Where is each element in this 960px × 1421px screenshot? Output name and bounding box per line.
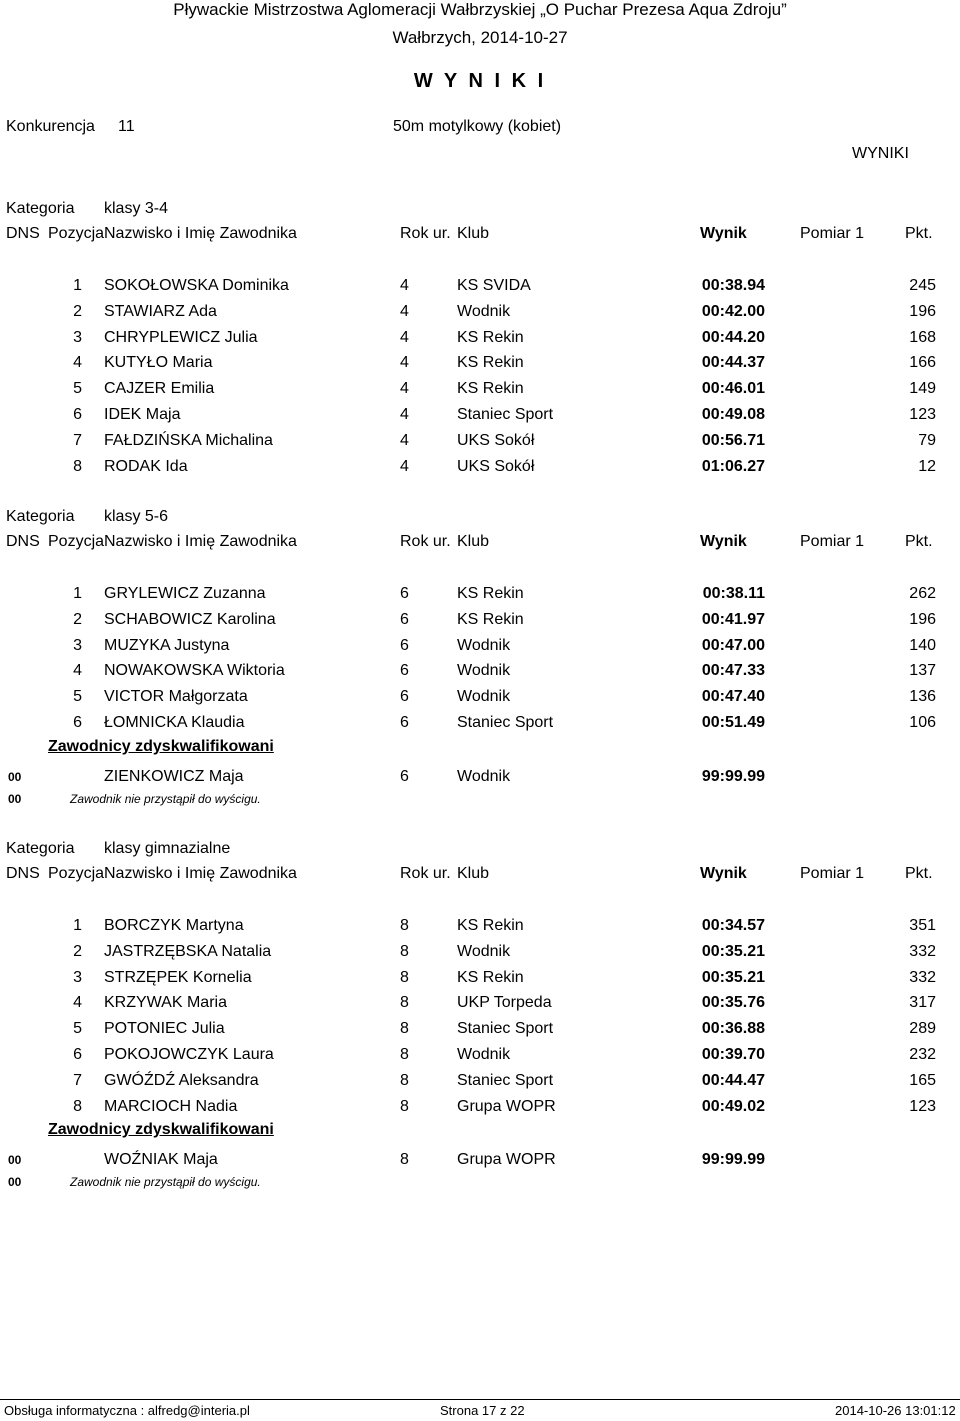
club: KS Rekin (457, 611, 524, 628)
column-header-row (0, 225, 960, 249)
points: 317 (909, 994, 936, 1011)
club: Wodnik (457, 303, 511, 320)
disqualified-heading: Zawodnicy zdyskwalifikowani (48, 1121, 274, 1138)
result-time: 00:49.02 (701, 1098, 765, 1115)
club: Staniec Sport (457, 714, 554, 731)
swimmer-name: WOŹNIAK Maja (104, 1151, 218, 1168)
swimmer-name: JASTRZĘBSKA Natalia (104, 943, 272, 960)
col-position: Pozycja (48, 225, 105, 242)
birth-year: 8 (400, 1072, 409, 1089)
col-dns: DNS (6, 225, 40, 242)
swimmer-name: ZIENKOWICZ Maja (104, 768, 244, 785)
position: 4 (73, 994, 82, 1011)
result-row (0, 354, 960, 378)
result-row (0, 688, 960, 712)
swimmer-name: VICTOR Małgorzata (104, 688, 248, 705)
swimmer-name: GWÓŹDŹ Aleksandra (104, 1072, 259, 1089)
swimmer-name: BORCZYK Martyna (104, 917, 244, 934)
club: KS Rekin (457, 380, 524, 397)
results-title: W Y N I K I (413, 70, 547, 92)
points: 196 (909, 303, 936, 320)
category-name: klasy gimnazialne (104, 840, 231, 857)
result-time: 00:34.57 (701, 917, 765, 934)
position: 5 (73, 380, 82, 397)
birth-year: 8 (400, 1020, 409, 1037)
disqualified-row (0, 768, 960, 792)
event-number: 11 (118, 118, 135, 135)
birth-year: 8 (400, 994, 409, 1011)
birth-year: 6 (400, 611, 409, 628)
category-name: klasy 3-4 (104, 200, 169, 217)
result-row (0, 406, 960, 430)
category-label: Kategoria (6, 840, 75, 857)
result-time: 00:47.33 (701, 662, 765, 679)
points: 245 (909, 277, 936, 294)
club: KS Rekin (457, 354, 524, 371)
points: 262 (909, 585, 936, 602)
col-result: Wynik (700, 865, 747, 882)
position: 7 (73, 432, 82, 449)
col-name: Nazwisko i Imię Zawodnika (104, 225, 297, 242)
result-row (0, 969, 960, 993)
position: 1 (73, 917, 82, 934)
swimmer-name: CHRYPLEWICZ Julia (104, 329, 258, 346)
col-points: Pkt. (905, 533, 933, 550)
club: Staniec Sport (457, 1072, 554, 1089)
result-row (0, 943, 960, 967)
birth-year: 4 (400, 432, 409, 449)
result-time: 01:06.27 (701, 458, 765, 475)
points: 106 (909, 714, 936, 731)
footer-timestamp: 2014-10-26 13:01:12 (835, 1403, 956, 1418)
col-result: Wynik (700, 533, 747, 550)
position: 1 (73, 585, 82, 602)
club: KS Rekin (457, 585, 524, 602)
birth-year: 4 (400, 458, 409, 475)
swimmer-name: IDEK Maja (104, 406, 181, 423)
points: 289 (909, 1020, 936, 1037)
points: 123 (909, 1098, 936, 1115)
col-points: Pkt. (905, 865, 933, 882)
points: 149 (909, 380, 936, 397)
swimmer-name: FAŁDZIŃSKA Michalina (104, 432, 273, 449)
col-dns: DNS (6, 865, 40, 882)
birth-year: 6 (400, 637, 409, 654)
result-time: 00:51.49 (701, 714, 765, 731)
points: 232 (909, 1046, 936, 1063)
col-split: Pomiar 1 (800, 225, 865, 242)
dns-code: 00 (8, 1153, 22, 1167)
result-time: 00:41.97 (701, 611, 765, 628)
birth-year: 6 (400, 768, 409, 785)
result-row (0, 1046, 960, 1070)
column-header-row (0, 533, 960, 557)
disqualified-heading: Zawodnicy zdyskwalifikowani (48, 738, 274, 755)
swimmer-name: KRZYWAK Maria (104, 994, 227, 1011)
birth-year: 6 (400, 688, 409, 705)
birth-year: 4 (400, 303, 409, 320)
swimmer-name: ŁOMNICKA Klaudia (104, 714, 245, 731)
club: Grupa WOPR (457, 1151, 556, 1168)
club: UKS Sokół (457, 432, 535, 449)
footer-service: Obsługa informatyczna : alfredg@interia.pl (4, 1403, 250, 1418)
result-row (0, 380, 960, 404)
position: 2 (73, 943, 82, 960)
swimmer-name: RODAK Ida (104, 458, 188, 475)
position: 2 (73, 303, 82, 320)
position: 4 (73, 354, 82, 371)
result-time: 00:35.21 (701, 969, 765, 986)
position: 3 (73, 969, 82, 986)
footer-divider (0, 1399, 960, 1400)
result-time: 00:38.94 (701, 277, 765, 294)
club: Wodnik (457, 768, 511, 785)
result-time: 00:35.76 (701, 994, 765, 1011)
club: Wodnik (457, 943, 511, 960)
club: UKP Torpeda (457, 994, 552, 1011)
result-time: 00:44.20 (701, 329, 765, 346)
disqualified-row (0, 1151, 960, 1175)
club: Wodnik (457, 1046, 511, 1063)
position: 2 (73, 611, 82, 628)
swimmer-name: NOWAKOWSKA Wiktoria (104, 662, 285, 679)
swimmer-name: SOKOŁOWSKA Dominika (104, 277, 289, 294)
club: Staniec Sport (457, 1020, 554, 1037)
dns-note-text: Zawodnik nie przystąpił do wyścigu. (70, 1175, 261, 1189)
points: 165 (909, 1072, 936, 1089)
result-row (0, 1020, 960, 1044)
position: 5 (73, 1020, 82, 1037)
birth-year: 4 (400, 380, 409, 397)
points: 196 (909, 611, 936, 628)
result-time: 00:49.08 (701, 406, 765, 423)
points: 123 (909, 406, 936, 423)
club: Wodnik (457, 637, 511, 654)
birth-year: 4 (400, 406, 409, 423)
club: KS Rekin (457, 969, 524, 986)
dns-note-code: 00 (8, 1175, 22, 1189)
result-time: 00:36.88 (701, 1020, 765, 1037)
swimmer-name: SCHABOWICZ Karolina (104, 611, 276, 628)
position: 3 (73, 637, 82, 654)
category-name: klasy 5-6 (104, 508, 169, 525)
result-time: 00:42.00 (701, 303, 765, 320)
birth-year: 8 (400, 1046, 409, 1063)
birth-year: 6 (400, 714, 409, 731)
club: Wodnik (457, 662, 511, 679)
result-row (0, 329, 960, 353)
result-time: 00:56.71 (701, 432, 765, 449)
position: 8 (73, 458, 82, 475)
swimmer-name: POKOJOWCZYK Laura (104, 1046, 274, 1063)
result-row (0, 1072, 960, 1096)
result-time: 00:35.21 (701, 943, 765, 960)
club: KS Rekin (457, 917, 524, 934)
column-header-row (0, 865, 960, 889)
result-time: 00:46.01 (701, 380, 765, 397)
points: 136 (909, 688, 936, 705)
birth-year: 4 (400, 329, 409, 346)
col-split: Pomiar 1 (800, 533, 865, 550)
position: 8 (73, 1098, 82, 1115)
result-row (0, 432, 960, 456)
position: 4 (73, 662, 82, 679)
position: 6 (73, 1046, 82, 1063)
position: 5 (73, 688, 82, 705)
swimmer-name: STAWIARZ Ada (104, 303, 217, 320)
birth-year: 6 (400, 662, 409, 679)
event-name: 50m motylkowy (kobiet) (393, 118, 562, 135)
swimmer-name: GRYLEWICZ Zuzanna (104, 585, 266, 602)
position: 1 (73, 277, 82, 294)
col-points: Pkt. (905, 225, 933, 242)
col-year: Rok ur. (400, 533, 451, 550)
dns-note (0, 1175, 960, 1193)
result-row (0, 303, 960, 327)
result-row (0, 458, 960, 482)
col-name: Nazwisko i Imię Zawodnika (104, 533, 297, 550)
swimmer-name: CAJZER Emilia (104, 380, 215, 397)
category-label: Kategoria (6, 200, 75, 217)
result-row (0, 917, 960, 941)
swimmer-name: MARCIOCH Nadia (104, 1098, 238, 1115)
result-time: 00:39.70 (701, 1046, 765, 1063)
result-row (0, 994, 960, 1018)
result-time: 00:47.00 (701, 637, 765, 654)
result-time: 99:99.99 (701, 1151, 765, 1168)
birth-year: 8 (400, 1151, 409, 1168)
club: Staniec Sport (457, 406, 554, 423)
club: UKS Sokół (457, 458, 535, 475)
dns-note (0, 792, 960, 810)
result-time: 00:47.40 (701, 688, 765, 705)
position: 6 (73, 406, 82, 423)
result-time: 00:44.37 (701, 354, 765, 371)
birth-year: 8 (400, 969, 409, 986)
points: 12 (918, 458, 936, 475)
club: Grupa WOPR (457, 1098, 556, 1115)
dns-note-text: Zawodnik nie przystąpił do wyścigu. (70, 792, 261, 806)
birth-year: 4 (400, 354, 409, 371)
points: 79 (918, 432, 936, 449)
col-dns: DNS (6, 533, 40, 550)
position: 7 (73, 1072, 82, 1089)
result-row (0, 637, 960, 661)
dns-note-code: 00 (8, 792, 22, 806)
club: Wodnik (457, 688, 511, 705)
col-club: Klub (457, 865, 490, 882)
points: 166 (909, 354, 936, 371)
result-time: 00:44.47 (701, 1072, 765, 1089)
competition-title: Pływackie Mistrzostwa Aglomeracji Wałbrzyskiej „O Puchar Prezesa Aqua Zdroju” (173, 0, 787, 19)
col-split: Pomiar 1 (800, 865, 865, 882)
points: 332 (909, 943, 936, 960)
result-row (0, 277, 960, 301)
swimmer-name: MUZYKA Justyna (104, 637, 230, 654)
result-time: 99:99.99 (701, 768, 765, 785)
points: 351 (909, 917, 936, 934)
points: 332 (909, 969, 936, 986)
col-year: Rok ur. (400, 865, 451, 882)
col-year: Rok ur. (400, 225, 451, 242)
swimmer-name: STRZĘPEK Kornelia (104, 969, 252, 986)
swimmer-name: KUTYŁO Maria (104, 354, 213, 371)
category-label: Kategoria (6, 508, 75, 525)
result-row (0, 714, 960, 738)
footer-page-number: Strona 17 z 22 (440, 1403, 525, 1418)
birth-year: 8 (400, 1098, 409, 1115)
dns-code: 00 (8, 770, 22, 784)
birth-year: 8 (400, 943, 409, 960)
swimmer-name: POTONIEC Julia (104, 1020, 225, 1037)
event-label: Konkurencja (6, 118, 95, 135)
points: 137 (909, 662, 936, 679)
result-row (0, 611, 960, 635)
place-date: Wałbrzych, 2014-10-27 (392, 28, 568, 47)
col-position: Pozycja (48, 865, 105, 882)
col-club: Klub (457, 533, 490, 550)
result-time: 00:38.11 (702, 585, 765, 602)
position: 6 (73, 714, 82, 731)
position: 3 (73, 329, 82, 346)
birth-year: 8 (400, 917, 409, 934)
col-club: Klub (457, 225, 490, 242)
result-row (0, 585, 960, 609)
col-position: Pozycja (48, 533, 105, 550)
points: 168 (909, 329, 936, 346)
event-tag: WYNIKI (852, 145, 909, 162)
result-row (0, 662, 960, 686)
club: KS Rekin (457, 329, 524, 346)
points: 140 (909, 637, 936, 654)
birth-year: 4 (400, 277, 409, 294)
col-result: Wynik (700, 225, 747, 242)
birth-year: 6 (400, 585, 409, 602)
club: KS SVIDA (457, 277, 531, 294)
col-name: Nazwisko i Imię Zawodnika (104, 865, 297, 882)
result-row (0, 1098, 960, 1122)
